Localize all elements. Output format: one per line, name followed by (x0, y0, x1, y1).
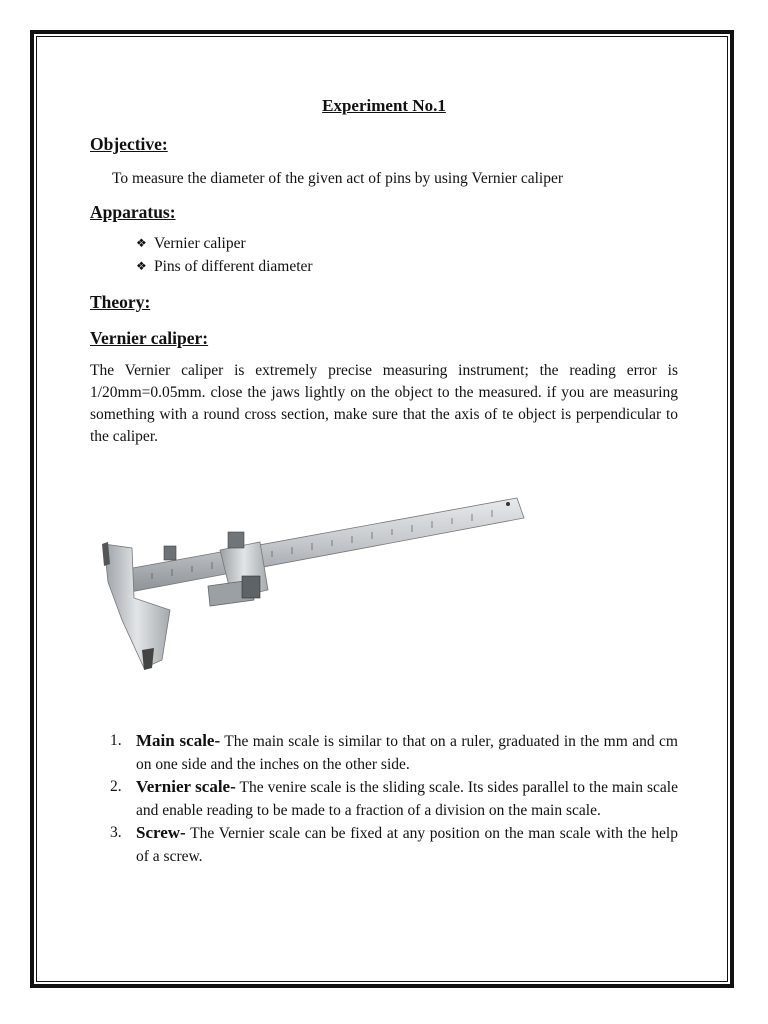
part-description: The Vernier scale can be fixed at any position on the man scale with the help of a screw. (136, 825, 678, 865)
vernier-caliper-image (92, 490, 532, 690)
part-term: Screw- (136, 823, 186, 842)
caliper-parts-list (110, 730, 678, 868)
list-item (136, 232, 313, 255)
list-item (110, 776, 678, 822)
page-title: Experiment No.1 (322, 96, 446, 115)
objective-heading: Objective: (90, 134, 168, 154)
vernier-caliper-text: The Vernier caliper is extremely precise measuring instrument; the reading error is 1/20mm=0.05mm. close the jaws lightly on the object to the measured. if you are measuring something with a round cross section, make sure that the axis of te object is perpendicular to the caliper. (90, 362, 678, 445)
part-description: The venire scale is the sliding scale. Its sides parallel to the main scale and enable reading to be made to a fraction of a division on the main scale. (136, 779, 678, 819)
list-item-number: 1. (110, 732, 122, 749)
apparatus-item-label: Pins of different diameter (154, 258, 313, 275)
diamond-bullet-icon: ❖ (136, 236, 147, 250)
list-item (110, 822, 678, 868)
diamond-bullet-icon: ❖ (136, 259, 147, 273)
part-term: Vernier scale- (136, 777, 236, 796)
list-item (110, 730, 678, 776)
objective-text: To measure the diameter of the given act of pins by using Vernier caliper (112, 170, 563, 187)
list-item (136, 255, 313, 278)
part-term: Main scale- (136, 731, 221, 750)
vernier-caliper-heading: Vernier caliper: (90, 328, 209, 348)
list-item-number: 3. (110, 824, 122, 841)
apparatus-heading: Apparatus: (90, 202, 176, 222)
apparatus-item-label: Vernier caliper (154, 235, 246, 252)
theory-heading: Theory: (90, 292, 151, 312)
list-item-number: 2. (110, 778, 122, 795)
apparatus-list (136, 232, 313, 278)
part-description: The main scale is similar to that on a ruler, graduated in the mm and cm on one side and the inches on the other side. (136, 733, 678, 773)
